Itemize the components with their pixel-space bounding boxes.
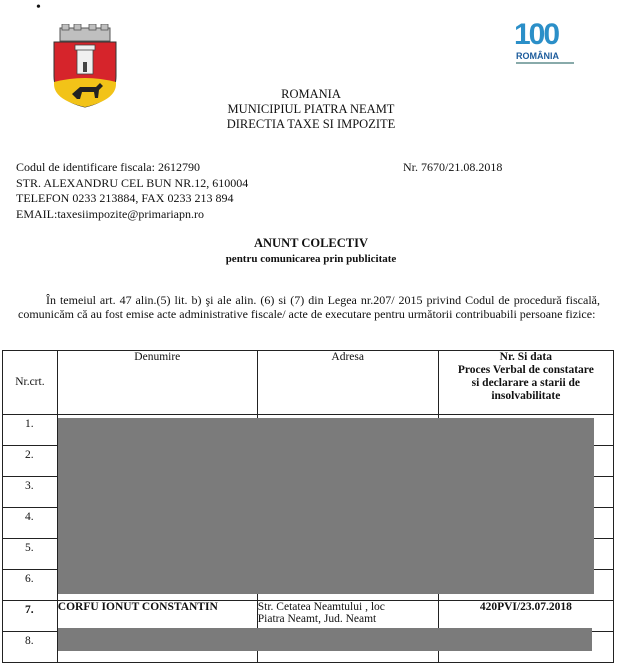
email-address: EMAIL:taxesiimpozite@primariapn.ro (16, 206, 204, 221)
logo-underline (516, 62, 574, 64)
row-number: 5. (3, 539, 58, 570)
header-address: Adresa (257, 351, 438, 415)
row-number: 7. (3, 601, 58, 632)
header-record-line3: si declarare a starii de (471, 377, 581, 389)
street-address: STR. ALEXANDRU CEL BUN NR.12, 610004 (16, 175, 249, 190)
row-number: 3. (3, 477, 58, 508)
notice-title-block (0, 236, 622, 265)
row-number: 4. (3, 508, 58, 539)
header-municipality: MUNICIPIUL PIATRA NEAMT (227, 102, 395, 116)
taxpayer-address (257, 601, 438, 632)
header-record (438, 351, 613, 415)
header-record-line2: Proces Verbal de constatare (457, 364, 594, 376)
bullet-mark: • (36, 0, 41, 15)
identification-block (16, 160, 248, 222)
row-number: 6. (3, 570, 58, 601)
header-nr: Nr.crt. (3, 351, 58, 415)
row-number: 8. (3, 632, 58, 663)
table-header-row (3, 351, 614, 415)
logo-number: 100 (514, 18, 559, 51)
romania-100-logo (510, 18, 580, 66)
taxpayer-address-line1: Str. Cetatea Neamtului , loc (257, 601, 385, 613)
institution-header (0, 87, 622, 132)
logo-word: ROMÂNIA (516, 51, 559, 61)
tower-shape (75, 45, 95, 74)
row-number: 2. (3, 446, 58, 477)
fiscal-code: Codul de identificare fiscala: 2612790 (16, 160, 200, 174)
header-department: DIRECTIA TAXE SI IMPOZITE (226, 117, 396, 131)
table-row (3, 601, 614, 632)
record-number: 420PVI/23.07.2018 (438, 601, 613, 632)
redaction-block (58, 628, 592, 651)
crown-shape (60, 24, 110, 41)
header-record-line4: insolvabilitate (491, 390, 561, 402)
header-name: Denumire (57, 351, 257, 415)
legal-paragraph (18, 293, 600, 321)
notice-subtitle: pentru comunicarea prin publicitate (225, 253, 397, 265)
phone-fax: TELEFON 0233 213884, FAX 0233 213 894 (16, 191, 234, 205)
legal-paragraph-text: În temeiul art. 47 alin.(5) lit. b) şi ale alin. (6) si (7) din Legea nr.207/ 2015 privind Codul de procedură fiscală, comunicăm că au fost emise acte administrative fiscale/ acte de executare pentru următorii contribuabili persoane fizice: (18, 293, 600, 321)
header-record-line1: Nr. Si data (499, 351, 552, 363)
redaction-block (58, 418, 594, 594)
header-country: ROMANIA (281, 87, 341, 101)
row-number: 1. (3, 415, 58, 446)
taxpayer-address-line2: Piatra Neamt, Jud. Neamt (257, 613, 377, 625)
reference-number: Nr. 7670/21.08.2018 (403, 160, 503, 174)
taxpayer-name: CORFU IONUT CONSTANTIN (57, 601, 257, 632)
notice-title: ANUNT COLECTIV (253, 236, 369, 250)
